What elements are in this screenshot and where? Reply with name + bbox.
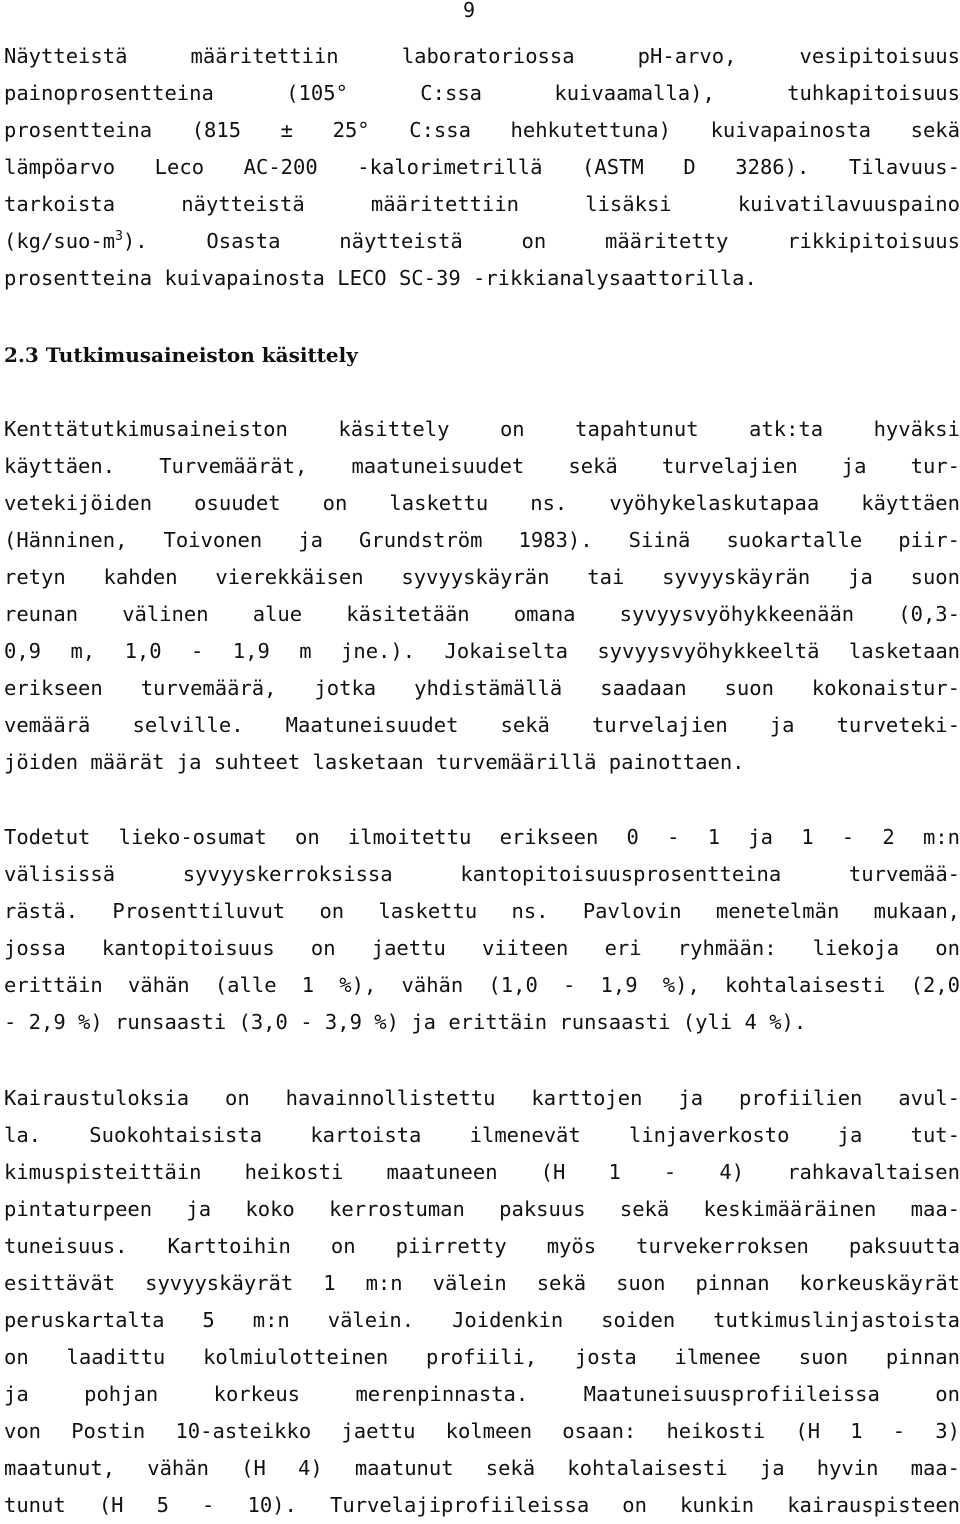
text-line: peruskartalta 5 m:n välein. Joidenkin soiden tutkimuslinjastoista	[4, 1308, 960, 1332]
text-line: pintaturpeen ja koko kerrostuman paksuus sekä keskimääräinen maa-	[4, 1197, 960, 1221]
text-line: tuneisuus. Karttoihin on piirretty myös turvekerroksen paksuutta	[4, 1234, 960, 1258]
text-line: jöiden määrät ja suhteet lasketaan turvemäärillä painottaen.	[4, 750, 745, 774]
text-line: prosentteina (815 ± 25° C:ssa hehkutettuna) kuivapainosta sekä	[4, 118, 960, 142]
paragraph-stump-content	[4, 819, 960, 1041]
section-heading: 2.3 Tutkimusaineiston käsittely	[4, 343, 358, 367]
text-line: välisissä syvyyskerroksissa kantopitoisuusprosentteina turvemää-	[4, 862, 960, 886]
text-line: reunan välinen alue käsitetään omana syvyysvyöhykkeenään (0,3-	[4, 602, 960, 626]
text-line: käyttäen. Turvemäärät, maatuneisuudet sekä turvelajien ja tur-	[4, 454, 960, 478]
text-line: (Hänninen, Toivonen ja Grundström 1983). Siinä suokartalle piir-	[4, 528, 960, 552]
text-line: prosentteina kuivapainosta LECO SC-39 -rikkianalysaattorilla.	[4, 266, 757, 290]
page-number: 9	[463, 0, 476, 22]
text-line: von Postin 10-asteikko jaettu kolmeen osaan: heikosti (H 1 - 3)	[4, 1419, 960, 1443]
text-line: tarkoista näytteistä määritettiin lisäksi kuivatilavuuspaino	[4, 192, 960, 216]
paragraph-sample-analysis	[4, 38, 960, 297]
text-line: ja pohjan korkeus merenpinnasta. Maatuneisuusprofiileissa on	[4, 1382, 960, 1406]
text-line: 0,9 m, 1,0 - 1,9 m jne.). Jokaiselta syvyysvyöhykkeeltä lasketaan	[4, 639, 960, 663]
text-line: on laadittu kolmiulotteinen profiili, josta ilmenee suon pinnan	[4, 1345, 960, 1369]
text-line: jossa kantopitoisuus on jaettu viiteen eri ryhmään: liekoja on	[4, 936, 960, 960]
text-line: kimuspisteittäin heikosti maatuneen (H 1 - 4) rahkavaltaisen	[4, 1160, 960, 1184]
text-line: retyn kahden vierekkäisen syvyyskäyrän tai syvyyskäyrän ja suon	[4, 565, 960, 589]
text-line: lämpöarvo Leco AC-200 -kalorimetrillä (ASTM D 3286). Tilavuus-	[4, 155, 960, 179]
text-line: vemäärä selville. Maatuneisuudet sekä turvelajien ja turveteki-	[4, 713, 960, 737]
text-line: Kenttätutkimusaineiston käsittely on tapahtunut atk:ta hyväksi	[4, 417, 960, 441]
paragraph-drilling-results	[4, 1080, 960, 1524]
text-line: painoprosentteina (105° C:ssa kuivaamalla), tuhkapitoisuus	[4, 81, 960, 105]
text-line: erikseen turvemäärä, jotka yhdistämällä saadaan suon kokonaistur-	[4, 676, 960, 700]
text-line: maatunut, vähän (H 4) maatunut sekä kohtalaisesti ja hyvin maa-	[4, 1456, 960, 1480]
text-line: Kairaustuloksia on havainnollistettu karttojen ja profiilien avul-	[4, 1086, 960, 1110]
text-line: Näytteistä määritettiin laboratoriossa pH-arvo, vesipitoisuus	[4, 44, 960, 68]
text-line: Todetut lieko-osumat on ilmoitettu erikseen 0 - 1 ja 1 - 2 m:n	[4, 825, 960, 849]
text-line: tunut (H 5 - 10). Turvelajiprofiileissa on kunkin kairauspisteen	[4, 1493, 960, 1517]
text-line: vetekijöiden osuudet on laskettu ns. vyöhykelaskutapaa käyttäen	[4, 491, 960, 515]
text-line: la. Suokohtaisista kartoista ilmenevät linjaverkosto ja tut-	[4, 1123, 960, 1147]
paragraph-data-processing	[4, 411, 960, 781]
text-line: - 2,9 %) runsaasti (3,0 - 3,9 %) ja erittäin runsaasti (yli 4 %).	[4, 1010, 807, 1034]
text-line-with-superscript: $(kg/suo-m^3)$. Osasta näytteistä on määritetty rikkipitoisuus	[4, 229, 960, 253]
superscript-exponent: 3	[115, 229, 123, 245]
text-line: erittäin vähän (alle 1 %), vähän (1,0 - 1,9 %), kohtalaisesti (2,0	[4, 973, 960, 997]
text-line: rästä. Prosenttiluvut on laskettu ns. Pavlovin menetelmän mukaan,	[4, 899, 960, 923]
text-line: esittävät syvyyskäyrät 1 m:n välein sekä suon pinnan korkeuskäyrät	[4, 1271, 960, 1295]
